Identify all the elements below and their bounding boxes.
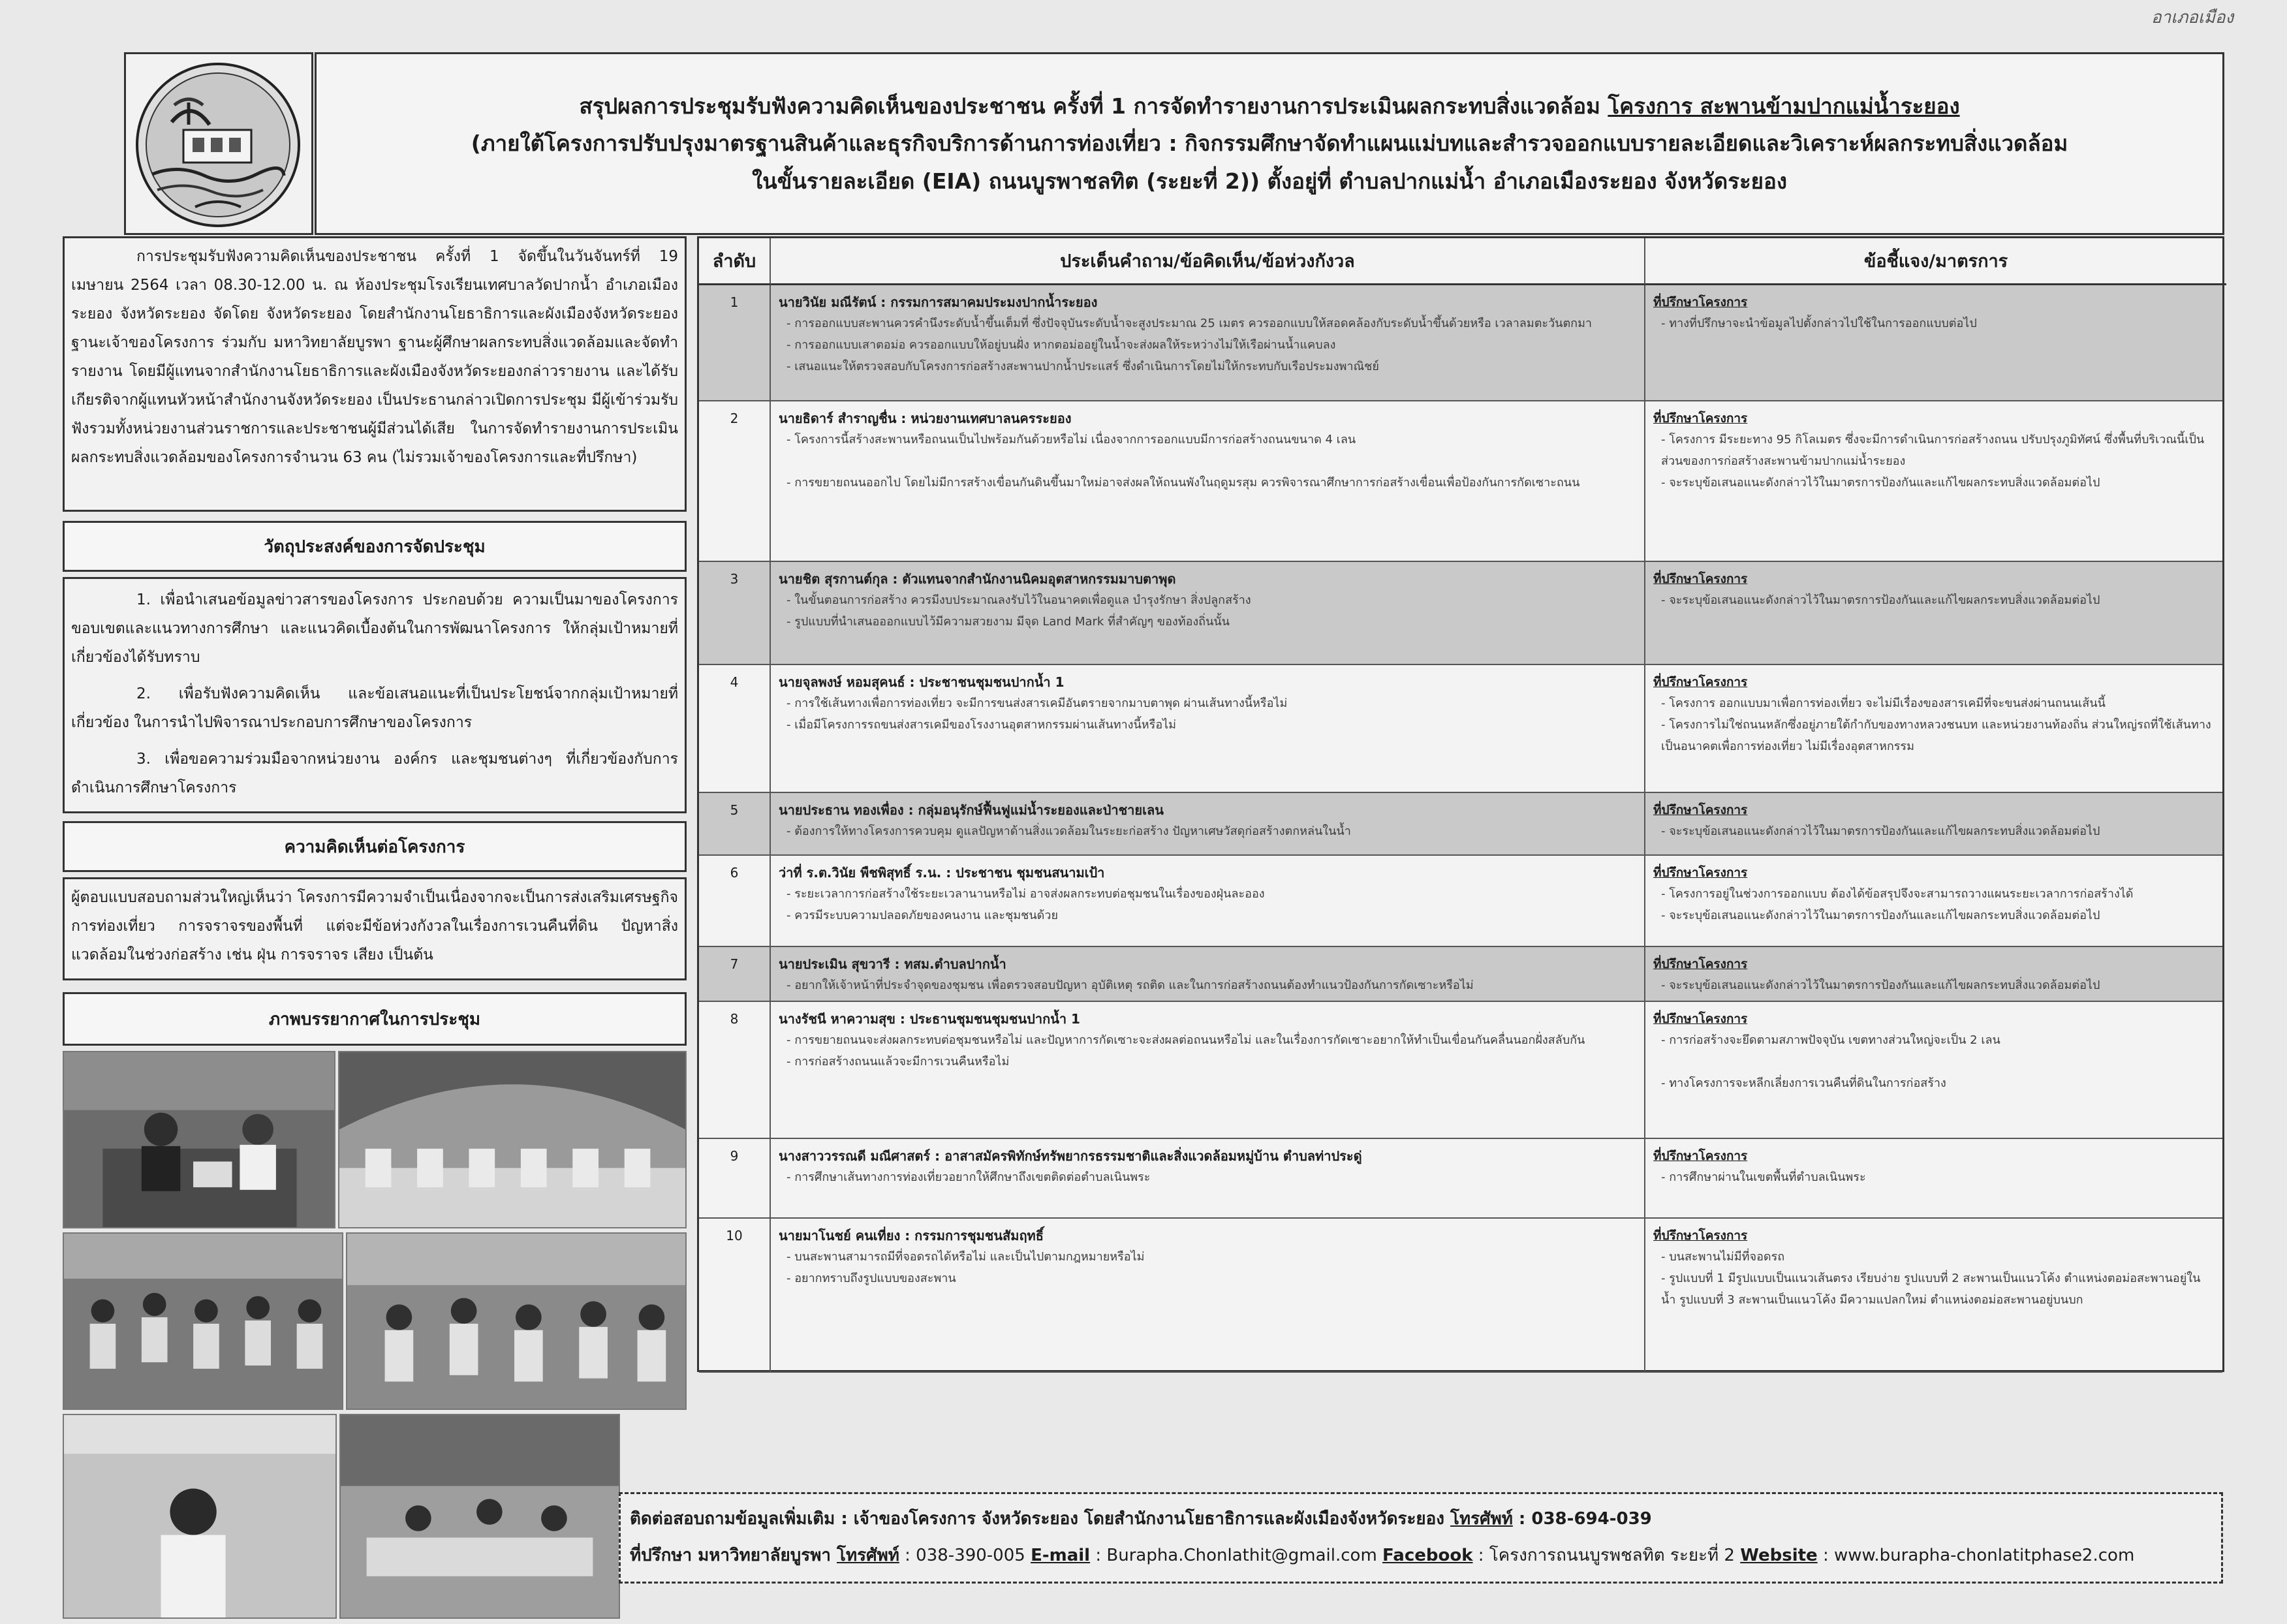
response-cell bbox=[1645, 562, 2222, 664]
consultant-text: ที่ปรึกษา มหาวิทยาลัยบูรพา bbox=[630, 1546, 837, 1565]
issue-cell bbox=[771, 1002, 1645, 1138]
facebook-page[interactable]: : โครงการถนนบูรพชลทิต ระยะที่ 2 bbox=[1472, 1546, 1741, 1565]
row-number: 4 bbox=[699, 665, 771, 792]
opinion-panel bbox=[63, 877, 687, 980]
row-number: 5 bbox=[699, 793, 771, 854]
row-number: 6 bbox=[699, 856, 771, 946]
issue-cell bbox=[771, 562, 1645, 664]
issue-point: - รูปแบบที่นำเสนอออกแบบไว้มีความสวยงาม มีจุด Land Mark ที่สำคัญๆ ของท้องถิ่นนั้น bbox=[786, 615, 1230, 629]
column-header-responses: ข้อชี้แจง/มาตรการ bbox=[1645, 238, 2226, 285]
meeting-photo-audience-left bbox=[63, 1232, 343, 1410]
table-row bbox=[699, 285, 2222, 401]
meeting-photo-registration bbox=[339, 1414, 620, 1619]
speaker-name: นายวินัย มณีรัตน์ : กรรมการสมาคมประมงปากน้ำระยอง bbox=[779, 294, 1098, 310]
table-row bbox=[699, 562, 2222, 665]
issue-point: - ในขั้นตอนการก่อสร้าง ควรมีงบประมาณลงรับไว้ในอนาคตเพื่อดูแล บำรุงรักษา สิ่งปลูกสร้าง bbox=[786, 593, 1251, 607]
owner-phone-label: โทรศัพท์ bbox=[1450, 1509, 1513, 1529]
row-number: 1 bbox=[699, 285, 771, 400]
objective-1: 1. เพื่อนำเสนอข้อมูลข่าวสารของโครงการ ประกอบด้วย ความเป็นมาของโครงการ ขอบเขตและแนวทางการศึกษา และแนวคิดเบื้องต้นในการพัฒนาโครงการ ให้กลุ่มเป้าหมายที่เกี่ยวข้องได้รับทราบ bbox=[71, 591, 678, 666]
responder-label: ที่ปรึกษาโครงการ bbox=[1653, 803, 1748, 817]
issue-cell bbox=[771, 401, 1645, 561]
responder-label: ที่ปรึกษาโครงการ bbox=[1653, 675, 1748, 689]
table-row bbox=[699, 665, 2222, 793]
objective-3: 3. เพื่อขอความร่วมมือจากหน่วยงาน องค์กร และชุมชนต่างๆ ที่เกี่ยวข้องกับการดำเนินการศึกษาโครงการ bbox=[71, 751, 678, 796]
issue-point: - ต้องการให้ทางโครงการควบคุม ดูแลปัญหาด้านสิ่งแวดล้อมในระยะก่อสร้าง ปัญหาเศษวัสดุก่อสร้างตกหล่นในน้ำ bbox=[786, 824, 1351, 838]
response-cell bbox=[1645, 947, 2222, 1001]
issue-cell bbox=[771, 665, 1645, 792]
response-point: - จะระบุข้อเสนอแนะดังกล่าวไว้ในมาตรการป้องกันและแก้ไขผลกระทบสิ่งแวดล้อมต่อไป bbox=[1661, 476, 2100, 490]
issue-point: - อยากทราบถึงรูปแบบของสะพาน bbox=[786, 1272, 956, 1285]
meeting-photo-audience-right bbox=[346, 1232, 687, 1410]
speaker-name: นายประธาน ทองเพื่อง : กลุ่มอนุรักษ์ฟื้นฟูแม่น้ำระยองและป่าชายเลน bbox=[779, 802, 1164, 818]
issue-point: - อยากให้เจ้าหน้าที่ประจำจุดของชุมชน เพื่อตรวจสอบปัญหา อุบัติเหตุ รถติด และในการก่อสร้างถนนต้องทำแนวป้องกันการกัดเซาะหรือไม่ bbox=[786, 978, 1474, 992]
email-label: E-mail bbox=[1031, 1546, 1091, 1565]
response-cell bbox=[1645, 401, 2222, 561]
response-point: - โครงการไม่ใช่ถนนหลักซึ่งอยู่ภายใต้กำกับของทางหลวงชนบท และหน่วยงานท้องถิ่น ส่วนใหญ่รถที่ใช้เส้นทางเป็นอนาคตเพื่อการท่องเที่ยว ไม่มีเรื่องอุตสาหกรรม bbox=[1661, 718, 2211, 753]
responder-label: ที่ปรึกษาโครงการ bbox=[1653, 957, 1748, 971]
owner-phone: : 038-694-039 bbox=[1512, 1509, 1652, 1529]
contact-owner-text: ติดต่อสอบถามข้อมูลเพิ่มเติม : เจ้าของโครงการ จังหวัดระยอง โดยสำนักงานโยธาธิการและผังเมืองจังหวัดระยอง bbox=[630, 1509, 1451, 1529]
issue-point: - เมื่อมีโครงการรถขนส่งสารเคมีของโรงงานอุตสาหกรรมผ่านเส้นทางนี้หรือไม่ bbox=[786, 718, 1177, 732]
response-point: - โครงการ มีระยะทาง 95 กิโลเมตร ซึ่งจะมีการดำเนินการก่อสร้างถนน ปรับปรุงภูมิทัศน์ ซึ่งพื้นที่บริเวณนี้เป็นส่วนของการก่อสร้างสะพานข้ามปากแม่น้ำระยอง bbox=[1661, 433, 2205, 468]
response-point: - จะระบุข้อเสนอแนะดังกล่าวไว้ในมาตรการป้องกันและแก้ไขผลกระทบสิ่งแวดล้อมต่อไป bbox=[1661, 978, 2100, 992]
handwritten-stamp: อาเภอเมือง bbox=[2151, 8, 2234, 27]
rayong-province-seal bbox=[132, 59, 303, 230]
issue-cell bbox=[771, 285, 1645, 400]
contact-footer bbox=[619, 1492, 2223, 1584]
contact-owner-line bbox=[630, 1501, 2212, 1537]
responder-label: ที่ปรึกษาโครงการ bbox=[1653, 295, 1748, 309]
speaker-name: นางสาววรรณดี มณีศาสตร์ : อาสาสมัครพิทักษ์ทรัพยากรธรรมชาติและสิ่งแวดล้อมหมู่บ้าน ตำบลท่าประดู่ bbox=[779, 1148, 1362, 1164]
response-point: - จะระบุข้อเสนอแนะดังกล่าวไว้ในมาตรการป้องกันและแก้ไขผลกระทบสิ่งแวดล้อมต่อไป bbox=[1661, 593, 2100, 607]
issue-point: - การใช้เส้นทางเพื่อการท่องเที่ยว จะมีการขนส่งสารเคมีอันตรายจากมาบตาพุด ผ่านเส้นทางนี้หรือไม่ bbox=[786, 696, 1288, 710]
logo-frame bbox=[124, 52, 313, 235]
response-point: - การศึกษาผ่านในเขตพื้นที่ตำบลเนินพระ bbox=[1661, 1170, 1866, 1184]
response-point: - ทางโครงการจะหลีกเลี่ยงการเวนคืนที่ดินในการก่อสร้าง bbox=[1661, 1076, 1946, 1090]
speaker-name: นายมาโนชย์ คนเที่ยง : กรรมการชุมชนสัมฤทธิ์ bbox=[779, 1228, 1044, 1243]
title-line-1 bbox=[579, 93, 1959, 119]
table-row bbox=[699, 1002, 2222, 1139]
issue-point: - การออกแบบสะพานควรคำนึงระดับน้ำขึ้นเต็มที่ ซึ่งปัจจุบันระดับน้ำจะสูงประมาณ 25 เมตร ควรออกแบบให้สอดคล้องกับระดับน้ำขึ้นด้วยหรือ เวลาลมตะวันตกมา bbox=[786, 317, 1593, 330]
responder-label: ที่ปรึกษาโครงการ bbox=[1653, 1149, 1748, 1163]
issue-cell bbox=[771, 947, 1645, 1001]
speaker-name: นายธิดาร์ สำราญชื่น : หน่วยงานเทศบาลนครระยอง bbox=[779, 411, 1072, 426]
objectives-title: วัตถุประสงค์ของการจัดประชุม bbox=[63, 521, 687, 572]
responder-label: ที่ปรึกษาโครงการ bbox=[1653, 1228, 1748, 1243]
meeting-summary-panel bbox=[63, 236, 687, 512]
issue-cell bbox=[771, 856, 1645, 946]
issue-point: - การก่อสร้างถนนแล้วจะมีการเวนคืนหรือไม่ bbox=[786, 1055, 1010, 1069]
row-number: 8 bbox=[699, 1002, 771, 1138]
issue-point: - ควรมีระบบความปลอดภัยของคนงาน และชุมชนด้วย bbox=[786, 909, 1058, 922]
issue-point: - โครงการนี้สร้างสะพานหรือถนนเป็นไปพร้อมกันด้วยหรือไม่ เนื่องจากการออกแบบมีการก่อสร้างถนนขนาด 4 เลน bbox=[786, 433, 1356, 446]
table-row bbox=[699, 793, 2222, 856]
email-address[interactable]: : Burapha.Chonlathit@gmail.com bbox=[1090, 1546, 1383, 1565]
response-point bbox=[1653, 1051, 2215, 1072]
issue-cell bbox=[771, 793, 1645, 854]
table-row bbox=[699, 1139, 2222, 1219]
website-label: Website bbox=[1740, 1546, 1818, 1565]
row-number: 9 bbox=[699, 1139, 771, 1217]
response-point: - จะระบุข้อเสนอแนะดังกล่าวไว้ในมาตรการป้องกันและแก้ไขผลกระทบสิ่งแวดล้อมต่อไป bbox=[1661, 909, 2100, 922]
response-cell bbox=[1645, 1139, 2222, 1217]
row-number: 2 bbox=[699, 401, 771, 561]
table-row bbox=[699, 947, 2222, 1002]
facebook-label: Facebook bbox=[1382, 1546, 1473, 1565]
issue-point: - การขยายถนนจะส่งผลกระทบต่อชุมชนหรือไม่ และปัญหาการกัดเซาะจะส่งผลต่อถนนหรือไม่ และในเรื่องการกัดเซาะอยากให้ทำเป็นเขื่อนกันคลื่นนอกฝั่งสลับกัน bbox=[786, 1033, 1585, 1047]
issue-point: - บนสะพานสามารถมีที่จอดรถได้หรือไม่ และเป็นไปตามกฎหมายหรือไม่ bbox=[786, 1250, 1145, 1264]
issue-point: - ระยะเวลาการก่อสร้างใช้ระยะเวลานานหรือไม่ อาจส่งผลกระทบต่อชุมชนในเรื่องของฝุ่นละออง bbox=[786, 887, 1265, 901]
response-cell bbox=[1645, 285, 2222, 400]
row-number: 7 bbox=[699, 947, 771, 1001]
response-cell bbox=[1645, 856, 2222, 946]
column-header-number: ลำดับ bbox=[699, 238, 771, 285]
objectives-panel bbox=[63, 577, 687, 813]
objective-2: 2. เพื่อรับฟังความคิดเห็น และข้อเสนอแนะที่เป็นประโยชน์จากกลุ่มเป้าหมายที่เกี่ยวข้อง ในการนำไปพิจารณาประกอบการศึกษาของโครงการ bbox=[71, 685, 678, 731]
response-point: - จะระบุข้อเสนอแนะดังกล่าวไว้ในมาตรการป้องกันและแก้ไขผลกระทบสิ่งแวดล้อมต่อไป bbox=[1661, 824, 2100, 838]
issue-point: - การขยายถนนออกไป โดยไม่มีการสร้างเขื่อนกันดินขึ้นมาใหม่อาจส่งผลให้ถนนพังในฤดูมรสุม ควรพิจารณาศึกษาการก่อสร้างเขื่อนเพื่อป้องกันการกัดเซาะถนน bbox=[786, 476, 1580, 490]
speaker-name: นางรัชนี หาความสุข : ประธานชุมชนชุมชนปากน้ำ 1 bbox=[779, 1011, 1080, 1027]
response-cell bbox=[1645, 793, 2222, 854]
issue-point: - การออกแบบเสาตอม่อ ควรออกแบบให้อยู่บนฝั่ง หากตอม่ออยู่ในน้ำจะส่งผลให้ระหว่างไม่ให้เรือผ่านน้ำแคบลง bbox=[786, 338, 1336, 352]
speaker-name: ว่าที่ ร.ต.วินัย พืชพิสุทธิ์ ร.น. : ประชาชน ชุมชนสนามเป้า bbox=[779, 865, 1105, 881]
response-point: - โครงการ ออกแบบมาเพื่อการท่องเที่ยว จะไม่มีเรื่องของสารเคมีที่จะขนส่งผ่านถนนเส้นนี้ bbox=[1661, 696, 2106, 710]
opinion-text: ผู้ตอบแบบสอบถามส่วนใหญ่เห็นว่า โครงการมีความจำเป็นเนื่องจากจะเป็นการส่งเสริมเศรษฐกิจการท่องเที่ยว การจราจรของพื้นที่ แต่จะมีข้อห่วงกังวลในเรื่องการเวนคืนที่ดิน ปัญหาสิ่งแวดล้อมในช่วงก่อสร้าง เช่น ฝุ่น การจราจร เสียง เป็นต้น bbox=[71, 889, 678, 963]
row-number: 3 bbox=[699, 562, 771, 664]
meeting-photo-hall bbox=[338, 1051, 687, 1228]
response-point: - การก่อสร้างจะยึดตามสภาพปัจจุบัน เขตทางส่วนใหญ่จะเป็น 2 เลน bbox=[1661, 1033, 2000, 1047]
consultant-phone: : 038-390-005 bbox=[899, 1546, 1031, 1565]
response-point: - โครงการอยู่ในช่วงการออกแบบ ต้องได้ข้อสรุปจึงจะสามารถวางแผนระยะเวลาการก่อสร้างได้ bbox=[1661, 887, 2134, 901]
meeting-photo-speaker bbox=[63, 1414, 337, 1619]
responder-label: ที่ปรึกษาโครงการ bbox=[1653, 572, 1748, 586]
table-row bbox=[699, 856, 2222, 947]
title-line-3: ในขั้นรายละเอียด (EIA) ถนนบูรพาชลทิต (ระยะที่ 2)) ตั้งอยู่ที่ ตำบลปากแม่น้ำ อำเภอเมืองระยอง จังหวัดระยอง bbox=[752, 168, 1787, 194]
responder-label: ที่ปรึกษาโครงการ bbox=[1653, 866, 1748, 880]
issue-point bbox=[779, 450, 1636, 472]
meeting-summary-text: การประชุมรับฟังความคิดเห็นของประชาชน ครั้งที่ 1 จัดขึ้นในวันจันทร์ที่ 19 เมษายน 2564 เวลา 08.30-12.00 น. ณ ห้องประชุมโรงเรียนเทศบาลวัดปากน้ำ อำเภอเมืองระยอง จังหวัดระยอง จัดโดย จังหวัดระยอง โดยสำนักงานโยธาธิการและผังเมืองจังหวัดระยอง ฐานะเจ้าของโครงการ ร่วมกับ มหาวิทยาลัยบูรพา ฐานะผู้ศึกษาผลกระทบสิ่งแวดล้อมและจัดทำรายงาน โดยมีผู้แทนจากสำนักงานโยธาธิการและผังเมืองจังหวัดระยองกล่าวรายงาน และได้รับเกียรติจากผู้แทนหัวหน้าสำนักงานจังหวัดระยอง เป็นประธานกล่าวเปิดการประชุม มีผู้เข้าร่วมรับฟังรวมทั้งหน่วยงานส่วนราชการและประชาชนผู้มีส่วนได้เสีย ในการจัดทำรายงานการประเมินผลกระทบสิ่งแวดล้อมของโครงการจำนวน 63 คน (ไม่รวมเจ้าของโครงการและที่ปรึกษา) bbox=[71, 248, 678, 466]
response-cell bbox=[1645, 1002, 2222, 1138]
response-point: - บนสะพานไม่มีที่จอดรถ bbox=[1661, 1250, 1785, 1264]
title-line-2: (ภายใต้โครงการปรับปรุงมาตรฐานสินค้าและธุรกิจบริการด้านการท่องเที่ยว : กิจกรรมศึกษาจัดทำแผนแม่บทและสำรวจออกแบบรายละเอียดและวิเคราะห์ผลกระทบสิ่งแวดล้อม bbox=[471, 131, 2068, 157]
title-line-1-text: สรุปผลการประชุมรับฟังความคิดเห็นของประชาชน ครั้งที่ 1 การจัดทำรายงานการประเมินผลกระทบสิ่งแวดล้อม bbox=[579, 93, 1608, 119]
comments-table bbox=[697, 236, 2224, 1372]
consultant-phone-label: โทรศัพท์ bbox=[837, 1546, 899, 1565]
speaker-name: นายชิต สุรกานต์กุล : ตัวแทนจากสำนักงานนิคมอุตสาหกรรมมาบตาพุด bbox=[779, 571, 1176, 587]
issue-point: - เสนอแนะให้ตรวจสอบกับโครงการก่อสร้างสะพานปากน้ำประแสร์ ซึ่งดำเนินการโดยไม่ให้กระทบกับเรือประมงพาณิชย์ bbox=[786, 360, 1379, 373]
speaker-name: นายประเมิน สุขวารี : ทสม.ตำบลปากน้ำ bbox=[779, 956, 1006, 972]
photos-title: ภาพบรรยากาศในการประชุม bbox=[63, 992, 687, 1046]
speaker-name: นายจุลพงษ์ หอมสุคนธ์ : ประชาชนชุมชนปากน้ำ 1 bbox=[779, 674, 1065, 690]
meeting-photo-presenters bbox=[63, 1051, 335, 1228]
responder-label: ที่ปรึกษาโครงการ bbox=[1653, 1012, 1748, 1026]
responder-label: ที่ปรึกษาโครงการ bbox=[1653, 411, 1748, 426]
contact-consultant-line bbox=[630, 1537, 2212, 1574]
column-header-issues: ประเด็นคำถาม/ข้อคิดเห็น/ข้อห่วงกังวล bbox=[771, 238, 1645, 285]
issue-cell bbox=[771, 1139, 1645, 1217]
table-row bbox=[699, 401, 2222, 562]
table-row bbox=[699, 1219, 2222, 1373]
response-point: - ทางที่ปรึกษาจะนำข้อมูลไปตั้งกล่าวไปใช้ในการออกแบบต่อไป bbox=[1661, 317, 1977, 330]
website-url[interactable]: : www.burapha-chonlatitphase2.com bbox=[1817, 1546, 2135, 1565]
title-box bbox=[315, 52, 2224, 235]
response-cell bbox=[1645, 665, 2222, 792]
issue-cell bbox=[771, 1219, 1645, 1371]
project-name: โครงการ สะพานข้ามปากแม่น้ำระยอง bbox=[1608, 93, 1960, 119]
response-cell bbox=[1645, 1219, 2222, 1371]
response-point: - รูปแบบที่ 1 มีรูปแบบเป็นแนวเส้นตรง เรียบง่าย รูปแบบที่ 2 สะพานเป็นแนวโค้ง ตำแหน่งตอม่อสะพานอยู่ในน้ำ รูปแบบที่ 3 สะพานเป็นแนวโค้ง มีความแปลกใหม่ ตำแหน่งตอม่อสะพานอยู่บนบก bbox=[1661, 1272, 2201, 1307]
opinion-title: ความคิดเห็นต่อโครงการ bbox=[63, 821, 687, 872]
row-number: 10 bbox=[699, 1219, 771, 1371]
issue-point: - การศึกษาเส้นทางการท่องเที่ยวอยากให้ศึกษาถึงเขตติดต่อตำบลเนินพระ bbox=[786, 1170, 1151, 1184]
